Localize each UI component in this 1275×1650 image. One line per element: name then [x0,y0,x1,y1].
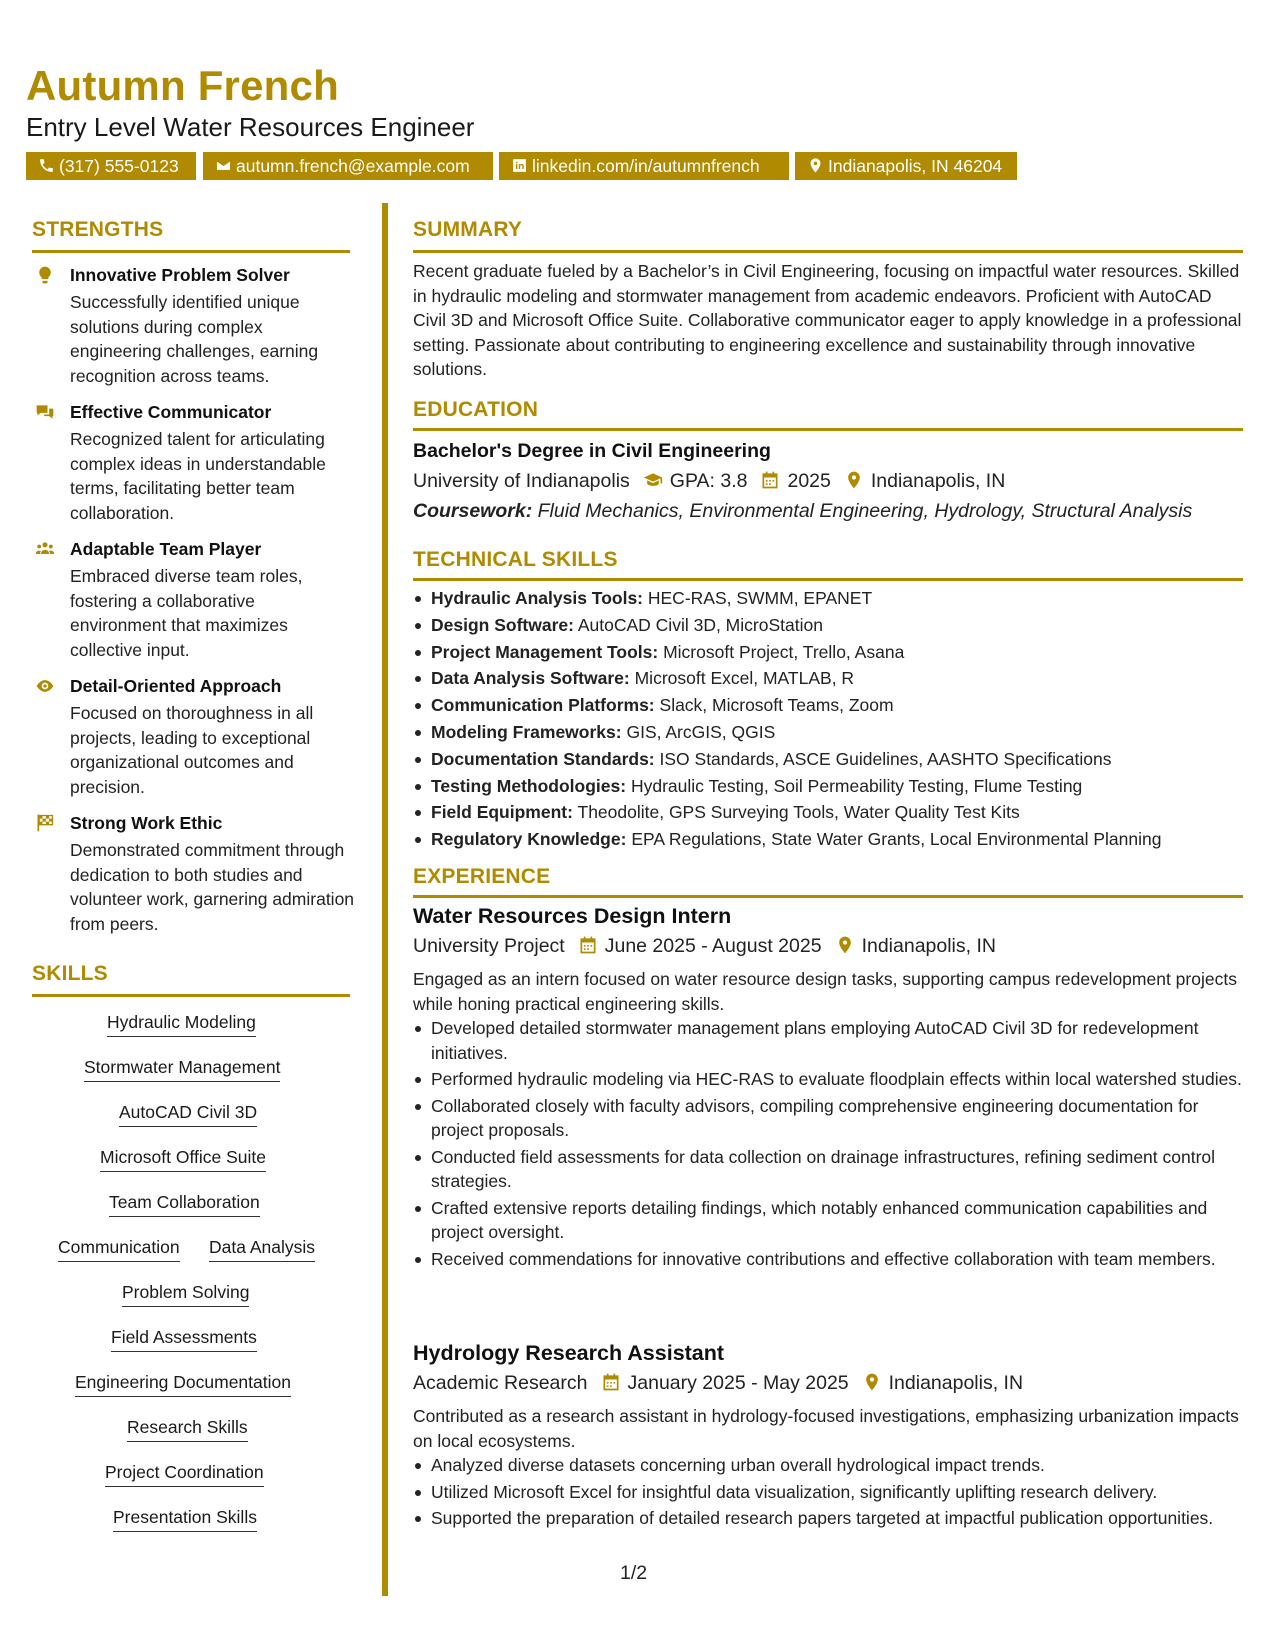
job-org: University Project [413,935,565,957]
experience-heading: EXPERIENCE [413,865,551,888]
calendar-icon [600,1372,622,1392]
strength-desc: Embraced diverse team roles, fostering a collaborative environment that maximizes collective input. [70,566,303,660]
skill-chip: Hydraulic Modeling [107,1012,256,1037]
school-name: University of Indianapolis [413,470,630,492]
tech-skill-label: Regulatory Knowledge: [431,829,627,850]
experience-rule [413,895,1243,898]
degree-title: Bachelor's Degree in Civil Engineering [413,440,771,462]
gpa: GPA: 3.8 [669,470,748,492]
envelope-icon [215,157,232,174]
skill-chip: Presentation Skills [113,1507,257,1532]
strength-title: Adaptable Team Player [70,539,262,559]
list-item: Conducted field assessments for data collection on drainage infrastructures, refining sediment control strategies. [431,1145,1251,1194]
strength-title: Innovative Problem Solver [70,265,290,285]
skill-chip: Data Analysis [209,1237,315,1262]
contact-email-text: autumn.french@example.com [236,156,470,176]
education-rule [413,428,1243,431]
skill-chip: Stormwater Management [84,1057,280,1082]
strength-desc: Successfully identified unique solutions during complex engineering challenges, earning recognition across teams. [70,292,319,386]
job-description: Contributed as a research assistant in hydrology-focused investigations, emphasizing urbanization impacts on local ecosystems. [413,1406,1239,1451]
tech-skill-value: Theodolite, GPS Surveying Tools, Water Quality Test Kits [577,802,1020,823]
job-description: Engaged as an intern focused on water resource design tasks, supporting campus redevelopment projects while honing practical engineering skills. [413,969,1237,1014]
tech-skill-label: Project Management Tools: [431,641,659,662]
list-item [431,773,1251,800]
calendar-icon [759,470,781,490]
tech-skill-label: Communication Platforms: [431,695,655,716]
strength-desc: Focused on thoroughness in all projects, leading to exceptional organizational outcomes and precision. [70,703,314,797]
location-pin-icon [834,935,856,955]
skills-rule [32,994,350,997]
contact-location-text: Indianapolis, IN 46204 [828,156,1003,176]
skill-chip: Project Coordination [105,1462,264,1487]
skill-chip: Microsoft Office Suite [100,1147,266,1172]
contact-location [795,152,1017,180]
tech-skill-value: Slack, Microsoft Teams, Zoom [659,695,894,716]
skills-heading: SKILLS [32,962,108,985]
linkedin-icon [511,157,528,174]
list-item [431,799,1251,826]
tech-skill-value: HEC-RAS, SWMM, EPANET [647,588,873,608]
strength-desc: Recognized talent for articulating complex ideas in understandable terms, facilitating better team collaboration. [70,429,326,523]
skill-chip: Problem Solving [122,1282,249,1307]
list-item [431,746,1251,773]
strengths-heading: STRENGTHS [32,218,164,241]
candidate-title: Entry Level Water Resources Engineer [26,112,475,142]
tech-skill-label: Hydraulic Analysis Tools: [431,588,643,608]
tech-skill-label: Design Software: [431,614,574,635]
summary-rule [413,250,1243,253]
tech-skill-value: Microsoft Excel, MATLAB, R [634,668,855,689]
list-item [431,639,1251,666]
list-item [431,665,1251,692]
list-item: Utilized Microsoft Excel for insightful data visualization, significantly uplifting research delivery. [431,1480,1251,1505]
contact-phone[interactable] [26,152,196,180]
graduation-cap-icon [642,470,664,490]
phone-icon [38,157,55,174]
technical-skills-heading: TECHNICAL SKILLS [413,548,618,571]
job-org: Academic Research [413,1372,588,1394]
coursework-label: Coursework: [413,500,533,522]
eye-icon [34,676,56,698]
skill-chip: Team Collaboration [109,1192,260,1217]
graduation-year: 2025 [787,470,831,492]
tech-skill-label: Testing Methodologies: [431,775,627,796]
list-item [431,585,1251,612]
job-meta [413,935,996,958]
list-item: Received commendations for innovative contributions and effective collaboration with team members. [431,1247,1251,1272]
job-dates: January 2025 - May 2025 [627,1372,849,1394]
strength-desc: Demonstrated commitment through dedication to both studies and volunteer work, garnering admiration from peers. [70,840,355,934]
job-title: Water Resources Design Intern [413,904,732,928]
summary-text: Recent graduate fueled by a Bachelor’s in Civil Engineering, focusing on impactful water resources. Skilled in hydraulic modeling and stormwater management from academic endeavors. Proficient with AutoCAD Civil 3D and Microsoft Office Suite. Collaborative communicator eager to apply knowledge in a professional setting. Passionate about contributing to engineering excellence and sustainability through innovative solutions. [413,261,1242,379]
job-dates: June 2025 - August 2025 [604,935,822,957]
education-location: Indianapolis, IN [870,470,1006,492]
strengths-rule [32,250,350,253]
coursework-list: Fluid Mechanics, Environmental Engineering, Hydrology, Structural Analysis [537,500,1193,522]
comments-icon [34,402,56,424]
skill-chip: Field Assessments [111,1327,257,1352]
list-item [431,826,1251,853]
tech-skill-value: ISO Standards, ASCE Guidelines, AASHTO Specifications [659,748,1112,769]
tech-skill-label: Field Equipment: [431,802,573,823]
job-location: Indianapolis, IN [888,1372,1024,1394]
tech-skill-label: Documentation Standards: [431,748,655,769]
list-item [431,719,1251,746]
list-item: Crafted extensive reports detailing findings, which notably enhanced communication capabilities and project oversight. [431,1196,1251,1245]
contact-email[interactable] [203,152,493,180]
technical-skills-list [413,585,1251,853]
contact-linkedin-text: linkedin.com/in/autumnfrench [532,156,760,176]
skill-chip: Communication [58,1237,180,1262]
coursework [413,500,1192,523]
tech-skill-label: Data Analysis Software: [431,668,630,689]
tech-skill-value: GIS, ArcGIS, QGIS [626,721,776,742]
tech-skill-label: Modeling Frameworks: [431,721,622,742]
list-item [431,692,1251,719]
job-location: Indianapolis, IN [861,935,996,957]
contact-linkedin[interactable] [499,152,789,180]
education-heading: EDUCATION [413,398,539,421]
column-divider [382,203,388,1596]
location-pin-icon [843,470,865,490]
location-pin-icon [861,1372,883,1392]
list-item: Collaborated closely with faculty advisors, compiling comprehensive engineering documentation for project proposals. [431,1094,1251,1143]
strength-title: Detail-Oriented Approach [70,676,282,696]
job-title: Hydrology Research Assistant [413,1341,725,1365]
tech-skill-value: EPA Regulations, State Water Grants, Local Environmental Planning [631,829,1162,850]
strength-title: Effective Communicator [70,402,272,422]
candidate-name: Autumn French [26,62,339,109]
page-number: 1/2 [620,1562,648,1584]
summary-heading: SUMMARY [413,218,523,241]
skill-chip: Engineering Documentation [75,1372,291,1397]
contact-phone-text: (317) 555-0123 [59,156,179,176]
list-item [431,612,1251,639]
skill-chip: AutoCAD Civil 3D [119,1102,257,1127]
location-pin-icon [807,157,824,174]
flag-checkered-icon [34,813,56,835]
job-bullets [413,1453,1251,1533]
lightbulb-icon [34,265,56,287]
tech-skill-value: Hydraulic Testing, Soil Permeability Testing, Flume Testing [630,775,1083,796]
skill-chip: Research Skills [127,1417,248,1442]
tech-skill-value: AutoCAD Civil 3D, MicroStation [577,614,823,635]
users-icon [34,539,56,561]
technical-skills-rule [413,578,1243,581]
job-bullets [413,1016,1251,1273]
list-item: Analyzed diverse datasets concerning urban overall hydrological impact trends. [431,1453,1251,1478]
list-item: Supported the preparation of detailed research papers targeted at impactful publication opportunities. [431,1506,1251,1531]
calendar-icon [577,935,599,955]
tech-skill-value: Microsoft Project, Trello, Asana [663,641,905,662]
education-meta [413,470,1005,493]
list-item: Performed hydraulic modeling via HEC-RAS to evaluate floodplain effects within local watershed studies. [431,1067,1251,1092]
job-meta [413,1372,1023,1395]
strength-title: Strong Work Ethic [70,813,223,833]
list-item: Developed detailed stormwater management plans employing AutoCAD Civil 3D for redevelopment initiatives. [431,1016,1251,1065]
